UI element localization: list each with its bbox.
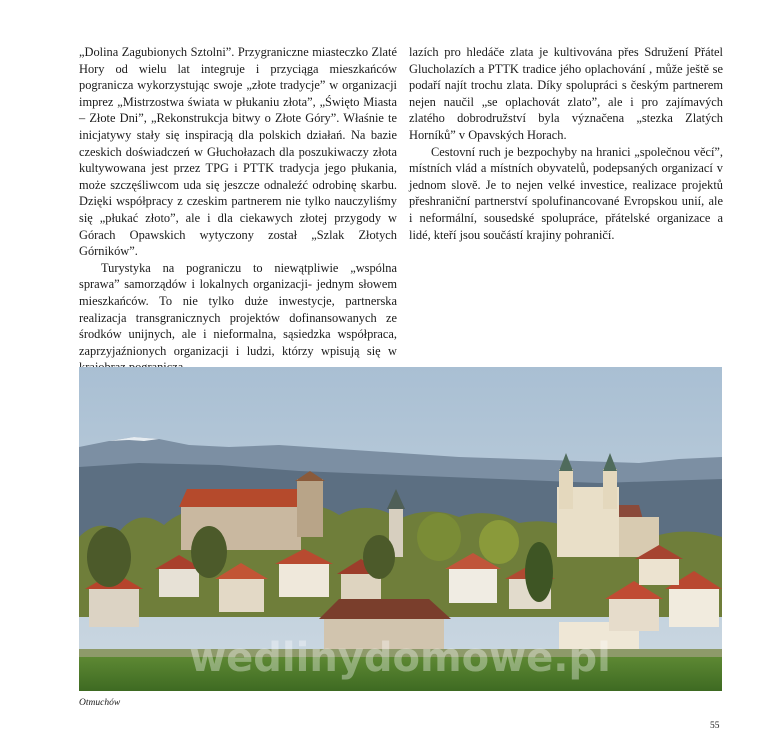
photo-caption: Otmuchów xyxy=(79,698,121,708)
left-text-column xyxy=(79,44,397,376)
church-tower-left xyxy=(559,469,573,509)
right-paragraph-2: Cestovní ruch je bezpochyby na hranici „společnou věcí”, místních vlád a místních obyvatelů, podepsaných organizací v jednom slově. Je to nejen velké investice, realizace projektů přeshraniční partnerství spolufinancované Evropskou unií, ale i neformální, sousedské spolupráce, přátelské organizace a lidé, kteří jsou součástí krajiny pohraničí. xyxy=(409,144,723,242)
castle-roof xyxy=(179,489,303,507)
page-number: 55 xyxy=(710,721,720,731)
town-photo xyxy=(79,367,722,691)
church-tower-right xyxy=(603,469,617,509)
watermark: wedlinydomowe.pl xyxy=(189,635,611,681)
right-paragraph-1: lazích pro hledáče zlata je kultivována přes Sdružení Přátel Glucholazích a PTTK tradice jého oplachování , může ještě se podaří najít trochu zlata. Díky spolupráci s českým partnerem nejen naučil „se oplachovát zlato”, ale i pro zajímavých zlatého dobrodružství byla význačena „stezka Zlatých Horníků” v Opavských Horach. xyxy=(409,45,723,142)
left-paragraph-2: Turystyka na pograniczu to niewątpliwie „wspólna sprawa” samorządów i lokalnych organizacji- jednym słowem mieszkańców. To nie tylko duże inwestycje, partnerska realizacja transgranicznych projektów dofinansowanych ze środków unijnych, ale i nieformalna, sąsiedzka współpraca, zaprzyjaźnionych organizacji i ludzi, którzy wpisują się w xyxy=(79,260,397,358)
right-text-column xyxy=(409,44,723,243)
castle-tower xyxy=(297,479,323,537)
left-paragraph-1: „Dolina Zagubionych Sztolni”. Przygraniczne miasteczko Zlaté Hory od wielu lat integruje i przyciąga mieszkańców pogranicza wykorzystując swoje „złote tradycje” w organizacji imprez „Mistrzostwa świata w płukaniu złota”, „Święto Miasta – Złote Dni”, „Rekonstrukcja bitwy o Złote Góry”. Właśnie te inicjatywy stały się inspiracją dla polskich działań. Na bazie czeskich doświadczeń w Głuchołazach dla poszukiwaczy złota kultywowana jest przez TPG i PTTK tradycja jego płukania, może szczęśliwcom uda się jeszcze odnaleźć odrobinę skarbu. Dzięki współpracy z czeskim partnerem nie tylko nauczyliśmy się „płukać złoto”, ale i dla ciekawych złotej przygody w Górach Opawskich wytyczony został „Szlak Złotych Górników”. xyxy=(79,45,397,259)
